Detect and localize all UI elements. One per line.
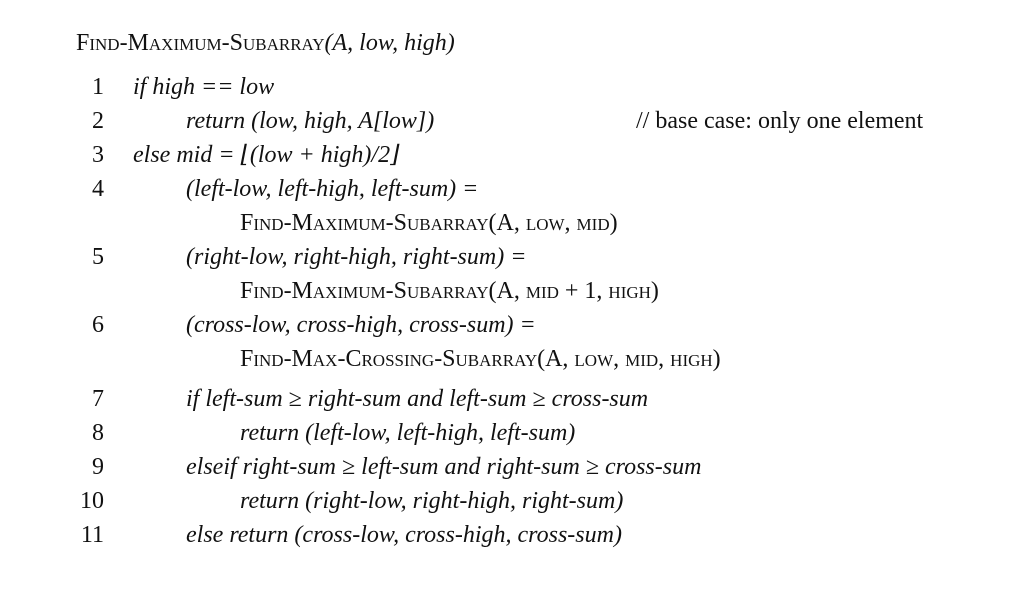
- code-line-9: [0, 450, 1024, 484]
- code-line-3: [0, 138, 1024, 172]
- line-number: 1: [92, 74, 104, 100]
- code-text: elseif right-sum ≥ left-sum and right-sum ≥ cross-sum: [186, 454, 702, 480]
- procedure-name: Find-Maximum-Subarray: [76, 30, 325, 56]
- code-line-8: [0, 416, 1024, 450]
- code-line-5: [0, 240, 1024, 274]
- line-number: 5: [92, 244, 104, 270]
- code-text: Find-Max-Crossing-Subarray(A, low, mid, high): [240, 346, 721, 372]
- line-number: 8: [92, 420, 104, 446]
- line-number: 4: [92, 176, 104, 202]
- procedure-params: (A, low, high): [324, 30, 455, 56]
- code-comment: // base case: only one element: [636, 108, 924, 134]
- code-text: (right-low, right-high, right-sum) =: [186, 244, 527, 270]
- code-line-4: [0, 172, 1024, 206]
- code-text: Find-Maximum-Subarray(A, low, mid): [240, 210, 618, 236]
- code-line-2: [0, 104, 1024, 138]
- code-text: if left-sum ≥ right-sum and left-sum ≥ cross-sum: [186, 386, 649, 412]
- code-text: return (right-low, right-high, right-sum): [240, 488, 624, 514]
- code-text: if high == low: [133, 74, 275, 100]
- code-line-10: [0, 484, 1024, 518]
- code-line-7: [0, 382, 1024, 416]
- line-number: 10: [80, 488, 104, 514]
- code-line-11: [0, 518, 1024, 552]
- code-line-4-continued: [0, 206, 1024, 240]
- code-text: else mid = ⌊(low + high)/2⌋: [133, 142, 400, 168]
- procedure-title: [76, 28, 455, 58]
- line-number: 7: [92, 386, 104, 412]
- code-line-5-continued: [0, 274, 1024, 308]
- code-line-6-continued: [0, 342, 1024, 376]
- code-text: else return (cross-low, cross-high, cross-sum): [186, 522, 622, 548]
- line-number: 3: [92, 142, 104, 168]
- code-text: Find-Maximum-Subarray(A, mid + 1, high): [240, 278, 659, 304]
- code-text: (cross-low, cross-high, cross-sum) =: [186, 312, 536, 338]
- line-number: 9: [92, 454, 104, 480]
- code-text: return (low, high, A[low]): [186, 108, 435, 134]
- code-text: return (left-low, left-high, left-sum): [240, 420, 576, 446]
- line-number: 11: [80, 522, 104, 548]
- line-number: 2: [92, 108, 104, 134]
- code-text: (left-low, left-high, left-sum) =: [186, 176, 479, 202]
- code-line-6: [0, 308, 1024, 342]
- line-number: 6: [92, 312, 104, 338]
- code-line-1: [0, 70, 1024, 104]
